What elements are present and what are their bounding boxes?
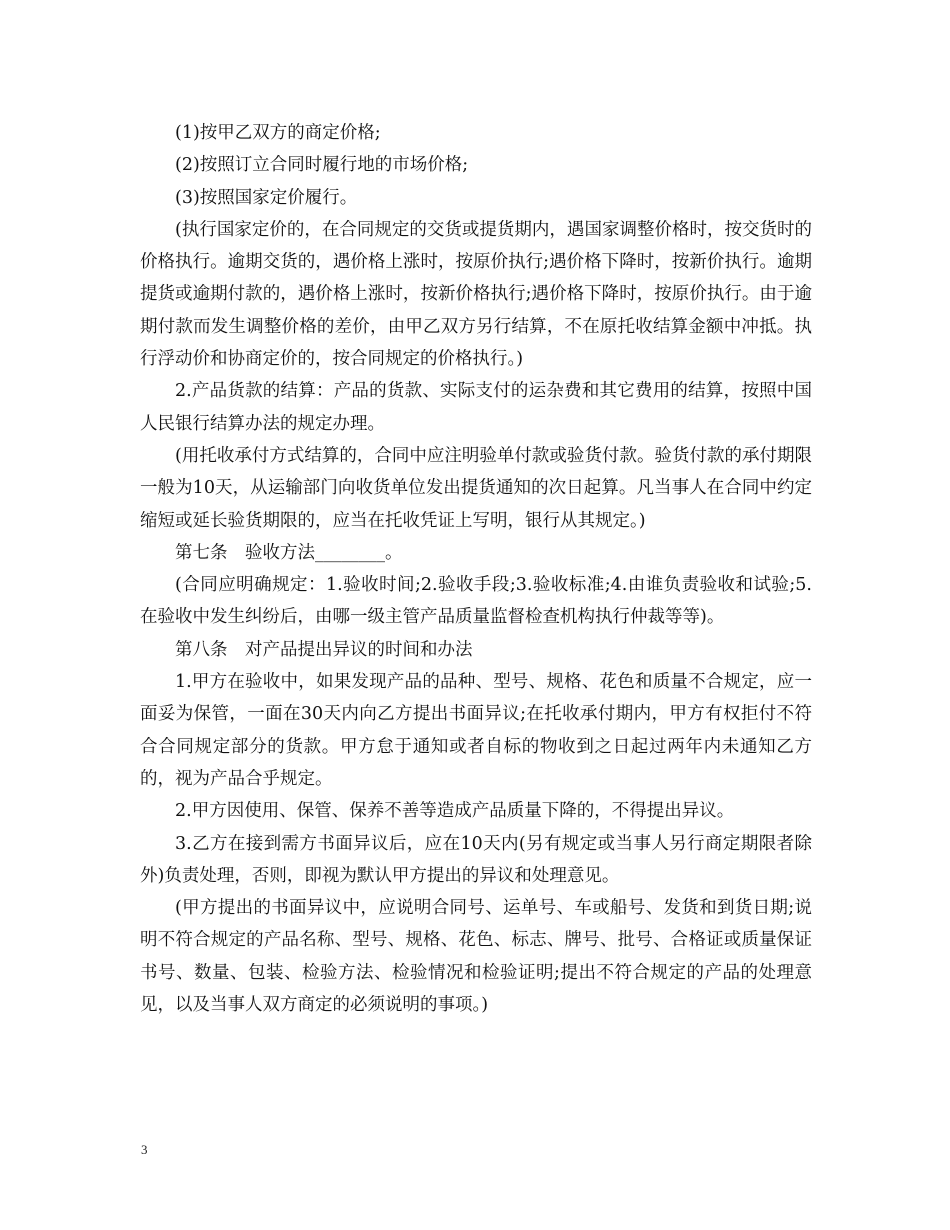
paragraph-payment-note: (用托收承付方式结算的，合同中应注明验单付款或验货付款。验货付款的承付期限一般为10天，从运输部门向收货单位发出提货通知的次日起算。凡当事人在合同中约定缩短或延长验货期限的，应当在托收凭证上写明，银行从其规定。) (140, 445, 812, 531)
paragraph-acceptance-note: (合同应明确规定：1.验收时间;2.验收手段;3.验收标准;4.由谁负责验收和试验;5.在验收中发生纠纷后，由哪一级主管产品质量监督检查机构执行仲裁等等)。 (140, 575, 812, 628)
paragraph-objection-3: 3.乙方在接到需方书面异议后，应在10天内(另有规定或当事人另行商定期限者除外)负责处理，否则，即视为默认甲方提出的异议和处理意见。 (140, 833, 812, 886)
paragraph-payment-settlement: 2.产品货款的结算：产品的货款、实际支付的运杂费和其它费用的结算，按照中国人民银行结算办法的规定办理。 (140, 381, 812, 434)
paragraph-price-option-1: (1)按甲乙双方的商定价格; (175, 123, 381, 143)
page-number: 3 (141, 1142, 148, 1157)
paragraph-price-option-2: (2)按照订立合同时履行地的市场价格; (175, 155, 469, 176)
paragraph-objection-2: 2.甲方因使用、保管、保养不善等造成产品质量下降的，不得提出异议。 (175, 801, 735, 822)
paragraph-objection-1: 1.甲方在验收中，如果发现产品的品种、型号、规格、花色和质量不合规定，应一面妥为保管，一面在30天内向乙方提出书面异议;在托收承付期内，甲方有权拒付不符合合同规定部分的货款。甲方怠于通知或者自标的物收到之日起过两年内未通知乙方的，视为产品合乎规定。 (140, 672, 812, 789)
document-body (140, 117, 812, 1021)
paragraph-price-note: (执行国家定价的，在合同规定的交货或提货期内，遇国家调整价格时，按交货时的价格执行。逾期交货的，遇价格上涨时，按原价执行;遇价格下降时，按新价执行。逾期提货或逾期付款的，遇价格上涨时，按新价格执行;遇价格下降时，按原价执行。由于逾期付款而发生调整价格的差价，由甲乙双方另行结算，不在原托收结算金额中冲抵。执行浮动价和协商定价的，按合同规定的价格执行。) (140, 219, 812, 370)
article-7-heading: 第七条 验收方法________。 (175, 542, 403, 563)
article-8-heading: 第八条 对产品提出异议的时间和办法 (175, 639, 473, 660)
paragraph-price-option-3: (3)按照国家定价履行。 (175, 187, 358, 208)
paragraph-objection-note: (甲方提出的书面异议中，应说明合同号、运单号、车或船号、发货和到货日期;说明不符合规定的产品名称、型号、规格、花色、标志、牌号、批号、合格证或质量保证书号、数量、包装、检验方法、检验情况和检验证明;提出不符合规定的产品的处理意见，以及当事人双方商定的必须说明的事项。) (140, 898, 812, 1016)
